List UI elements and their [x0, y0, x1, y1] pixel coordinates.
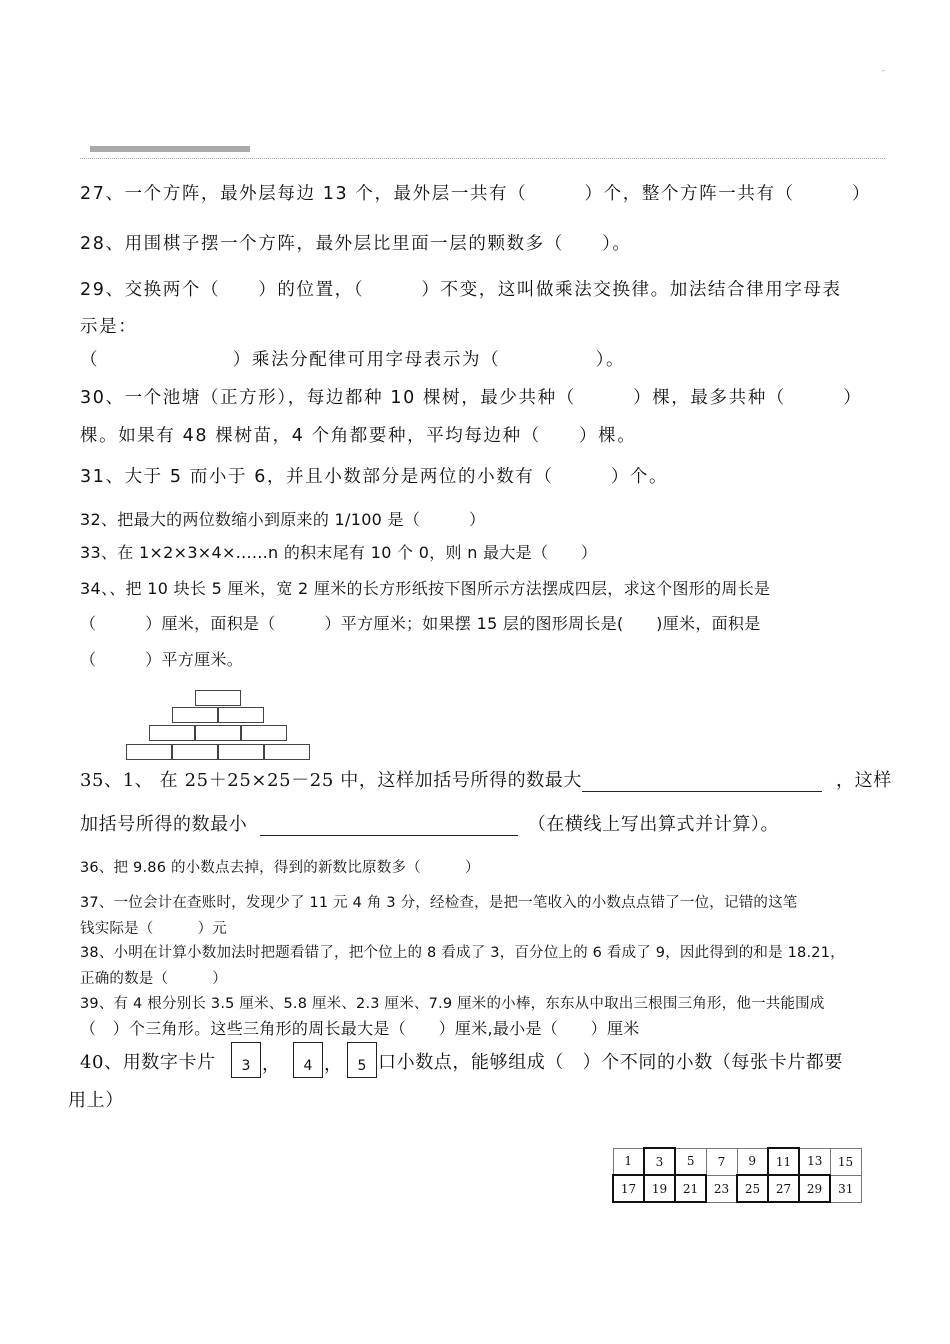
question-40-text: 口小数点，能够组成（ ）个不同的小数（每张卡片都要: [378, 1052, 843, 1073]
question-33: 33、在 1×2×3×4×......n 的积末尾有 10 个 0，则 n 最大是（ ）: [80, 543, 598, 562]
question-38-line2: 正确的数是（ ）: [80, 971, 227, 987]
question-35-line1: [80, 766, 892, 792]
question-38-line1: 38、小明在计算小数加法时把题看错了，把个位上的 8 看成了 3，百分位上的 6 看成了 9，因此得到的和是 18.21，: [80, 945, 845, 961]
digit-card-3: 3: [231, 1042, 261, 1078]
card-separator: ，: [324, 1054, 343, 1075]
question-39-line1: 39、有 4 根分别长 3.5 厘米、5.8 厘米、2.3 厘米、7.9 厘米的小棒，东东从中取出三根围三角形，他一共能围成: [80, 996, 825, 1012]
grid-cell: 1: [613, 1148, 644, 1175]
grid-cell: 13: [799, 1148, 830, 1175]
question-31: 31、大于 5 而小于 6，并且小数部分是两位的小数有（ ）个。: [80, 467, 669, 487]
question-35-text2-tail: （在横线上写出算式并计算）。: [527, 814, 780, 835]
question-32: 32、把最大的两位数缩小到原来的 1/100 是（ ）: [80, 510, 486, 529]
question-29-line1: 29、交换两个（ ）的位置，（ ）不变，这叫做乘法交换律。加法结合律用字母表: [80, 280, 842, 300]
grid-cell: 23: [706, 1175, 737, 1202]
header-rule: [80, 158, 885, 159]
answer-line-min[interactable]: [260, 817, 518, 836]
grid-cell: 9: [737, 1148, 768, 1175]
brick: [218, 744, 264, 760]
grid-cell: 17: [613, 1175, 644, 1202]
grid-cell: 5: [675, 1148, 706, 1175]
digit-card-4: 4: [293, 1042, 323, 1078]
card-separator: ，: [262, 1054, 281, 1075]
brick: [149, 725, 195, 741]
question-40-line2: 用上）: [68, 1090, 124, 1111]
question-35-text1: 35、1、 在 25＋25×25－25 中，这样加括号所得的数最大: [80, 770, 583, 791]
grid-cell: 15: [830, 1148, 861, 1175]
grid-cell: 21: [675, 1175, 706, 1202]
header-smudge: [90, 146, 250, 152]
brick: [195, 725, 241, 741]
question-40-lead: 40、用数字卡片: [80, 1052, 216, 1073]
question-30-line2: 棵。如果有 48 棵树苗，4 个角都要种，平均每边种（ ）棵。: [80, 426, 637, 446]
answer-line-max[interactable]: [582, 773, 822, 792]
question-35-text2: 加括号所得的数最小: [80, 814, 254, 835]
question-39-line2: （ ）个三角形。这些三角形的周长最大是（ ）厘米,最小是（ ）厘米: [80, 1019, 640, 1038]
question-27: 27、一个方阵，最外层每边 13 个，最外层一共有（ ）个，整个方阵一共有（ ）: [80, 184, 872, 204]
question-29-line2: 示是：: [80, 317, 138, 337]
brick: [218, 707, 264, 723]
number-grid-row: [613, 1175, 861, 1202]
question-36: 36、把 9.86 的小数点去掉，得到的新数比原数多（ ）: [80, 860, 480, 876]
brick: [172, 744, 218, 760]
brick: [241, 725, 287, 741]
question-34-line3: （ ）平方厘米。: [80, 650, 244, 669]
number-grid: [612, 1147, 862, 1203]
question-30-line1: 30、一个池塘（正方形），每边都种 10 棵树，最少共种（ ）棵，最多共种（ ）: [80, 388, 863, 408]
brick: [195, 690, 241, 706]
brick: [172, 707, 218, 723]
grid-cell: 19: [644, 1175, 675, 1202]
question-29-line3: （ ）乘法分配律可用字母表示为（ ）。: [80, 350, 626, 370]
grid-cell: 7: [706, 1148, 737, 1175]
grid-cell: 3: [644, 1148, 675, 1175]
digit-card-5: 5: [347, 1042, 377, 1078]
question-35-text1-tail: ，这样: [836, 770, 892, 791]
brick: [126, 744, 172, 760]
question-34-line1: 34、、把 10 块长 5 厘米，宽 2 厘米的长方形纸按下图所示方法摆成四层，求这个图形的周长是: [80, 579, 771, 598]
grid-cell: 27: [768, 1175, 799, 1202]
question-28: 28、用围棋子摆一个方阵，最外层比里面一层的颗数多（ ）。: [80, 234, 632, 254]
question-34-line2: （ ）厘米，面积是（ ）平方厘米；如果摆 15 层的图形周长是( )厘米，面积是: [80, 614, 761, 633]
grid-cell: 11: [768, 1148, 799, 1175]
question-37-line2: 钱实际是（ ）元: [80, 921, 227, 937]
grid-cell: 31: [830, 1175, 861, 1202]
grid-cell: 25: [737, 1175, 768, 1202]
question-37-line1: 37、一位会计在查账时，发现少了 11 元 4 角 3 分，经检查，是把一笔收入的小数点点错了一位，记错的这笔: [80, 895, 798, 911]
corner-mark: ˉ: [881, 70, 886, 80]
question-35-line2: [80, 810, 779, 836]
grid-cell: 29: [799, 1175, 830, 1202]
brick: [264, 744, 310, 760]
number-grid-row: [613, 1148, 861, 1175]
